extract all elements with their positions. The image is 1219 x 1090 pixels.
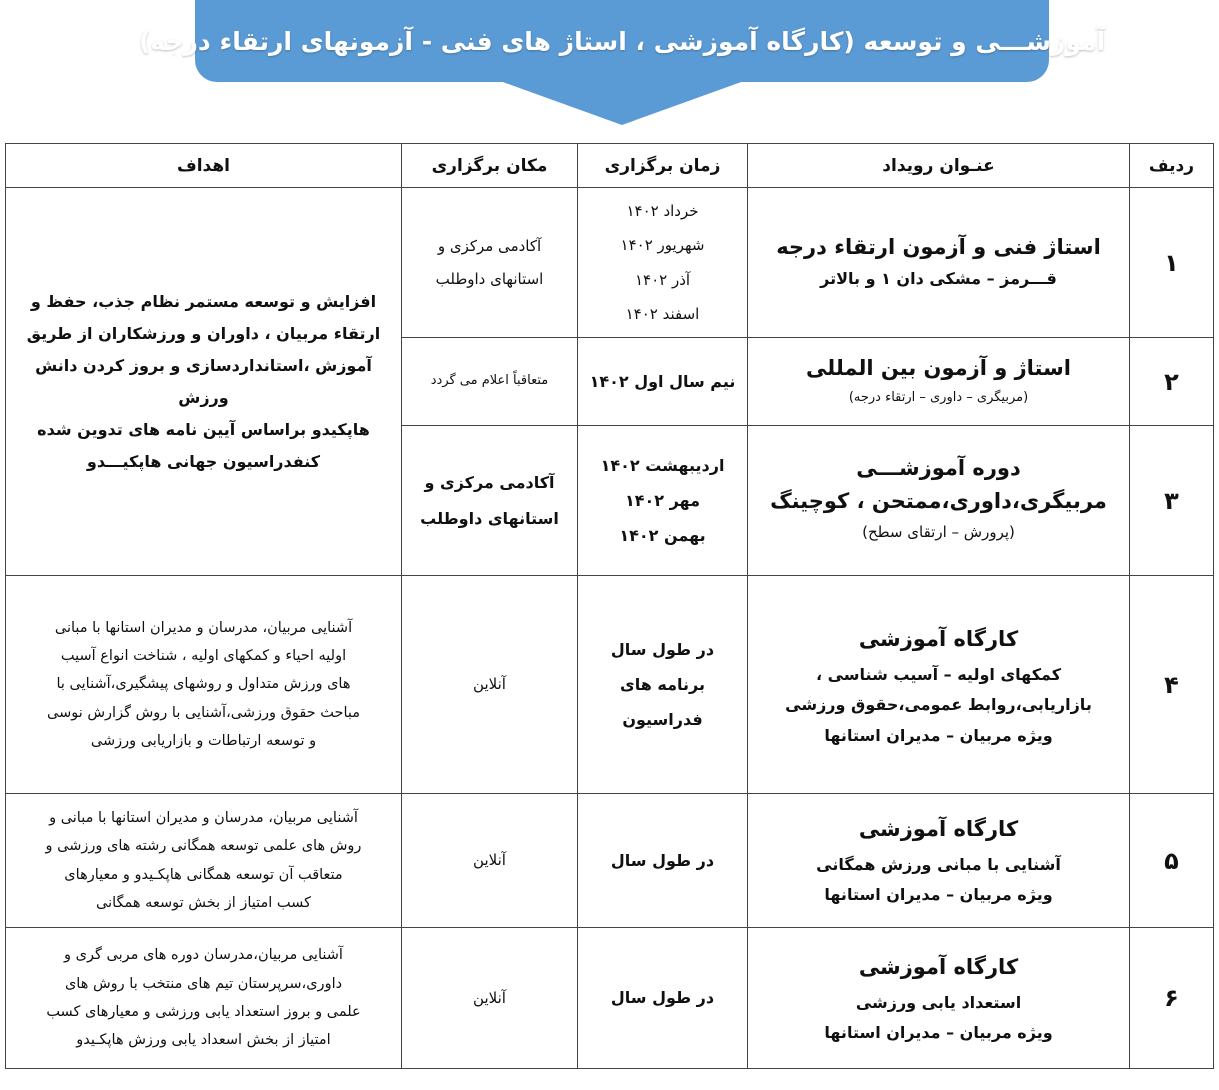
event-place: آنلاین — [473, 988, 506, 1007]
goal-cell — [6, 928, 402, 1069]
event-time-cell — [578, 338, 748, 426]
row-number: ۵ — [1130, 794, 1214, 928]
event-detail: ویژه مربیان – مدیران استانها — [824, 885, 1053, 905]
event-title-cell — [748, 928, 1130, 1069]
goal-line: روش های علمی توسعه همگانی رشته های ورزشی و — [45, 838, 362, 855]
table-row — [6, 188, 1214, 338]
event-time-cell — [578, 576, 748, 794]
event-title-cell — [748, 426, 1130, 576]
event-title-cell — [748, 794, 1130, 928]
goal-line: علمی و بروز استعداد یابی ورزشی و معیارهای کسب — [46, 1004, 361, 1020]
event-place: آنلاین — [473, 675, 506, 693]
event-date: در طول سال — [610, 639, 715, 659]
row-number: ۶ — [1130, 928, 1214, 1069]
shared-goal-cell — [6, 188, 402, 576]
header-banner — [138, 0, 1106, 126]
goal-line: و توسعه ارتباطات و بازاریابی ورزشی — [90, 732, 317, 749]
goal-line: امتیاز از بخش اسعداد یابی ورزش هاپکـیدو — [76, 1032, 331, 1049]
event-title: استاژ فنی و آزمون ارتقاء درجه — [776, 235, 1101, 260]
goal-line: هاپکیدو براساس آیین نامه های تدوین شده — [37, 419, 370, 439]
event-date: اسفند ۱۴۰۲ — [625, 305, 700, 323]
goal-line: کسب امتیاز از بخش توسعه همگانی — [95, 894, 312, 911]
row-number: ۲ — [1130, 338, 1214, 426]
row-number: ۴ — [1130, 576, 1214, 794]
event-date: اردیبهشت ۱۴۰۲ — [600, 455, 725, 475]
goal-cell — [6, 794, 402, 928]
event-detail: استعداد یابی ورزشی — [855, 992, 1022, 1012]
event-subtitle: مربیگری،داوری،ممتحن ، کوچینگ — [770, 488, 1107, 513]
goal-line: اولیه احیاء و کمکهای اولیه ، شناخت انواع آسیب — [60, 648, 347, 665]
goal-cell — [6, 576, 402, 794]
event-place-cell — [402, 794, 578, 928]
col-header-title: عنـوان رویداد — [748, 144, 1130, 188]
goal-line: های ورزش متداول و روشهای پیشگیری،آشنایی با — [56, 676, 351, 693]
event-date: فدراسیون — [622, 710, 703, 730]
event-detail: بازاریابی،روابط عمومی،حقوق ورزشی — [785, 695, 1092, 715]
page-title: آموزشـــی و توسعه (کارگاه آموزشی ، استاژ های فنی - آزمونهای ارتقاء درجه) — [138, 26, 1106, 56]
goal-line: کنفدراسیون جهانی هاپکیـــدو — [86, 451, 321, 471]
event-time-cell — [578, 426, 748, 576]
event-title-cell — [748, 338, 1130, 426]
event-title-cell — [748, 576, 1130, 794]
event-date: نیم سال اول ۱۴۰۲ — [589, 371, 736, 391]
event-detail: آشنایی با مبانی ورزش همگانی — [816, 855, 1061, 875]
event-place-cell — [402, 426, 578, 576]
event-title-cell — [748, 188, 1130, 338]
event-date: مهر ۱۴۰۲ — [624, 490, 701, 510]
goal-line: داوری،سرپرستان تیم های منتخب با روش های — [64, 975, 343, 992]
event-title: استاژ و آزمون بین المللی — [806, 355, 1071, 380]
event-place: استانهای داوطلب — [420, 508, 559, 528]
event-note: (پرورش – ارتقای سطح) — [862, 523, 1015, 542]
event-place: متعاقباً اعلام می گردد — [430, 373, 549, 389]
goal-line: مباحث حقوق ورزشی،آشنایی با روش گزارش نوسی — [46, 704, 361, 721]
goal-line: آموزش ،استانداردسازی و بروز کردن دانش ورزش — [35, 355, 372, 407]
events-table — [5, 143, 1214, 1069]
goal-line: آشنایی مربیان،مدرسان دوره های مربی گری و — [64, 947, 343, 964]
event-date: در طول سال — [610, 988, 715, 1008]
event-time-cell — [578, 794, 748, 928]
row-number: ۱ — [1130, 188, 1214, 338]
col-header-time: زمان برگزاری — [578, 144, 748, 188]
event-place: آکادمی مرکزی و — [437, 236, 542, 255]
row-number: ۳ — [1130, 426, 1214, 576]
table-header-row — [6, 144, 1214, 188]
event-detail: ویژه مربیان – مدیران استانها — [824, 725, 1053, 745]
event-title: کارگاه آموزشی — [858, 954, 1019, 979]
event-title: کارگاه آموزشی — [858, 626, 1019, 651]
event-title: کارگاه آموزشی — [858, 817, 1019, 842]
table-row — [6, 576, 1214, 794]
goal-line: ارتقاء مربیان ، داوران و ورزشکاران از طریق — [26, 323, 381, 343]
event-note: (مربیگری – داوری – ارتقاء درجه) — [848, 390, 1029, 406]
event-date: بهمن ۱۴۰۲ — [619, 526, 706, 546]
goal-line: افزایش و توسعه مستمر نظام جذب، حفظ و — [30, 291, 377, 311]
event-place-cell — [402, 338, 578, 426]
event-time-cell — [578, 928, 748, 1069]
event-date: برنامه های — [620, 674, 705, 694]
event-date: خرداد ۱۴۰۲ — [626, 201, 699, 220]
event-detail: ویژه مربیان – مدیران استانها — [824, 1022, 1053, 1042]
event-detail: کمکهای اولیه – آسیب شناسی ، — [815, 664, 1062, 684]
col-header-row: ردیف — [1130, 144, 1214, 188]
table-row — [6, 928, 1214, 1069]
event-place-cell — [402, 188, 578, 338]
goal-line: متعاقب آن توسعه همگانی هاپکـیدو و معیارهای — [64, 866, 343, 883]
event-date: شهریور ۱۴۰۲ — [620, 236, 705, 254]
goal-line: آشنایی مربیان، مدرسان و مدیران استانها با مبانی و — [49, 809, 358, 826]
header-banner-box — [138, 0, 1106, 82]
event-place-cell — [402, 928, 578, 1069]
col-header-place: مکان برگزاری — [402, 144, 578, 188]
event-place: آنلاین — [473, 851, 506, 869]
event-place: استانهای داوطلب — [435, 269, 544, 288]
col-header-goals: اهداف — [6, 144, 402, 188]
table-row — [6, 794, 1214, 928]
event-title: دوره آموزشـــی — [856, 456, 1021, 481]
event-place-cell — [402, 576, 578, 794]
banner-pointer — [500, 81, 744, 125]
event-time-cell — [578, 188, 748, 338]
event-place: آکادمی مرکزی و — [424, 473, 555, 493]
goal-line: آشنایی مربیان، مدرسان و مدیران استانها با مبانی — [54, 619, 353, 636]
event-date: در طول سال — [610, 850, 715, 870]
event-date: آذر ۱۴۰۲ — [634, 270, 691, 289]
event-subtitle: قـــرمز – مشکی دان ۱ و بالاتر — [820, 268, 1057, 288]
